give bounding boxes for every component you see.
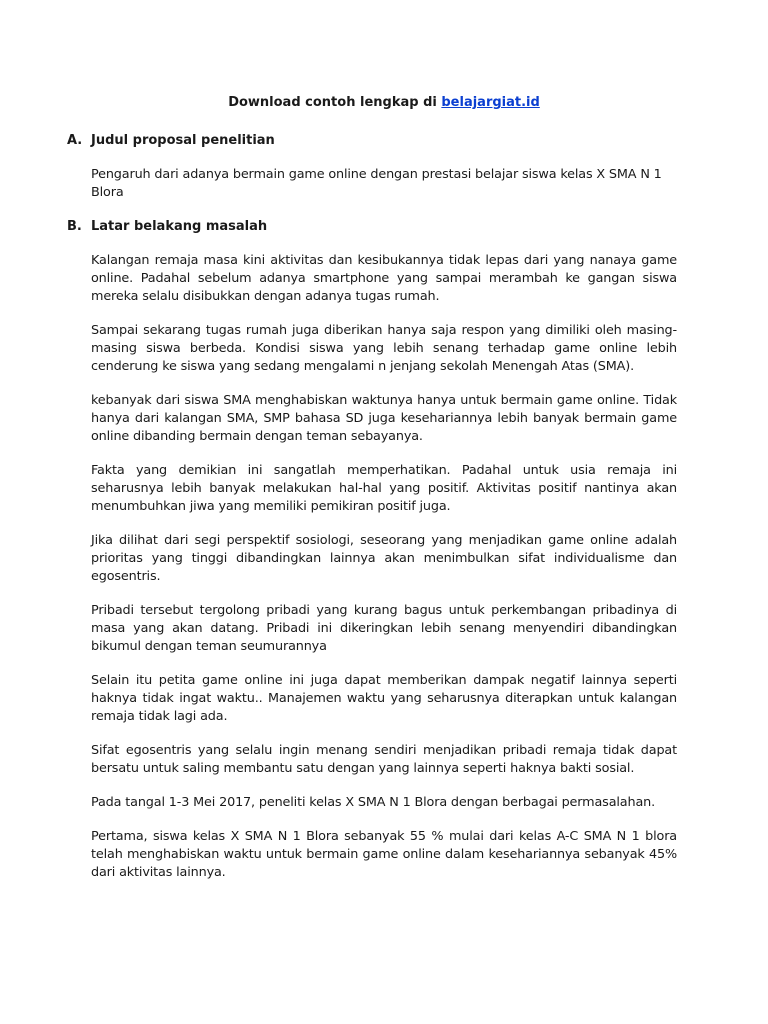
- section-title-b: Latar belakang masalah: [91, 219, 268, 234]
- download-title: [91, 94, 677, 112]
- section-letter-b: B.: [67, 219, 82, 234]
- paragraph-b-10: Pertama, siswa kelas X SMA N 1 Blora sebanyak 55 % mulai dari kelas A-C SMA N 1 blora telah menghabiskan waktu untuk bermain game online dalam kesehariannya sebanyak 45% dari aktivitas lainnya.: [91, 829, 677, 880]
- paragraph-b-9: Pada tangal 1-3 Mei 2017, peneliti kelas X SMA N 1 Blora dengan berbagai permasalahan.: [91, 795, 656, 810]
- paragraph-b-1: Kalangan remaja masa kini aktivitas dan kesibukannya tidak lepas dari yang nanaya game online. Padahal sebelum adanya smartphone yang sampai merambah ke gangan siswa mereka selalu disibukkan dengan adanya tugas rumah.: [91, 253, 677, 304]
- paragraph-b-4: Fakta yang demikian ini sangatlah memperhatikan. Padahal untuk usia remaja ini seharusnya lebih banyak melakukan hal-hal yang positif. Aktivitas positif nantinya akan menumbuhkan jiwa yang memiliki pemikiran positif juga.: [91, 463, 677, 514]
- section-title-a: Judul proposal penelitian: [91, 133, 275, 148]
- paragraph-b-7: Selain itu petita game online ini juga dapat memberikan dampak negatif lainnya seperti haknya tidak ingat waktu.. Manajemen waktu yang seharusnya diterapkan untuk kalangan remaja tidak lagi ada.: [91, 673, 677, 724]
- download-title-prefix: Download contoh lengkap di: [228, 95, 442, 110]
- paragraph-b-2: Sampai sekarang tugas rumah juga diberikan hanya saja respon yang dimiliki oleh masing-masing siswa berbeda. Kondisi siswa yang lebih senang terhadap game online lebih cenderung ke siswa yang sedang mengalami n jenjang sekolah Menengah Atas (SMA).: [91, 323, 677, 374]
- section-heading-b: [67, 218, 677, 236]
- section-heading-a: [67, 132, 677, 150]
- section-letter-a: A.: [67, 133, 83, 148]
- paragraph-b-6: Pribadi tersebut tergolong pribadi yang kurang bagus untuk perkembangan pribadinya di masa yang akan datang. Pribadi ini dikeringkan lebih senang menyendiri dibandingkan bikumul dengan teman seumurannya: [91, 603, 677, 654]
- belajargiat-link[interactable]: belajargiat.id: [441, 95, 540, 110]
- paragraph-b-5: Jika dilihat dari segi perspektif sosiologi, seseorang yang menjadikan game online adalah prioritas yang tinggi dibandingkan lainnya akan menimbulkan sifat individualisme dan egosentris.: [91, 533, 677, 584]
- paragraph-a-1: Pengaruh dari adanya bermain game online dengan prestasi belajar siswa kelas X SMA N 1 Blora: [91, 167, 662, 200]
- paragraph-b-8: Sifat egosentris yang selalu ingin menang sendiri menjadikan pribadi remaja tidak dapat bersatu untuk saling membantu satu dengan yang lainnya seperti haknya bakti sosial.: [91, 743, 677, 776]
- paragraph-b-3: kebanyak dari siswa SMA menghabiskan waktunya hanya untuk bermain game online. Tidak hanya dari kalangan SMA, SMP bahasa SD juga kesehariannya lebih banyak bermain game online dibanding bermain dengan teman sebayanya.: [91, 393, 677, 444]
